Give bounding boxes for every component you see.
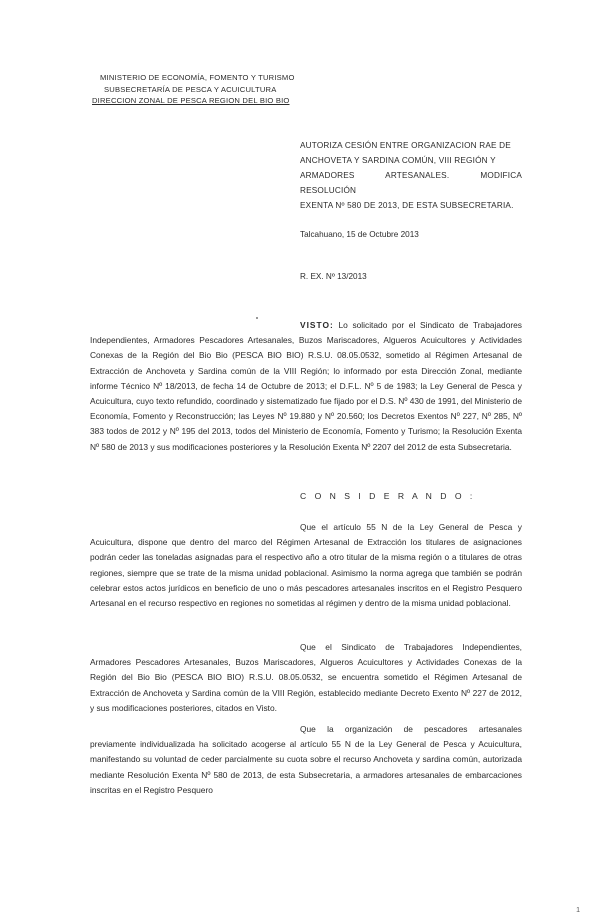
resolution-number: R. EX. Nº 13/2013 bbox=[300, 272, 367, 281]
subject-line: EXENTA Nº 580 DE 2013, DE ESTA SUBSECRETARIA. bbox=[300, 201, 514, 210]
visto-label: VISTO: bbox=[300, 320, 334, 330]
subject-line: ARMADORES ARTESANALES. MODIFICA RESOLUCIÓN bbox=[300, 171, 522, 195]
considerando-paragraph-2: Que el Sindicato de Trabajadores Independientes, Armadores Pescadores Artesanales, Buzos Mariscadores, Algueros Acuicultores y Actividades Conexas de la Región del Bio Bio (PESCA BIO BIO) R.S.U. 08.05.0532, se encuentra sometido el Régimen Artesanal de Extracción de Anchoveta y Sardina común de la VIII Región, establecido mediante Decreto Exento Nº 227 de 2012, y sus modificaciones posteriores, citados en Visto. bbox=[90, 642, 522, 713]
letterhead bbox=[92, 72, 352, 107]
considerando-heading: C O N S I D E R A N D O : bbox=[300, 491, 476, 501]
page-number: 1 bbox=[576, 907, 580, 914]
undersecretariat-name: SUBSECRETARÍA DE PESCA Y ACUICULTURA bbox=[104, 84, 277, 94]
considerando-paragraph-3: Que la organización de pescadores artesanales previamente individualizada ha solicitado acogerse al artículo 55 N de la Ley General de Pesca y Acuicultura, manifestando su voluntad de ceder parcialmente su cuota sobre el recurso Anchoveta y sardina común, autorizada mediante Resolución Exenta Nº 580 de 2013, de esta Subsecretaria, a armadores artesanales de embarcaciones inscritas en el Registro Pesquero bbox=[90, 724, 522, 795]
visto-paragraph bbox=[90, 318, 522, 455]
visto-text: Lo solicitado por el Sindicato de Trabajadores Independientes, Armadores Pescadores Artesanales, Buzos Mariscadores, Algueros Acuicultores y Actividades Conexas de la Región del Bio Bio (PESCA BIO BIO) R.S.U. 08.05.0532, sometido al Régimen Artesanal de Extracción de Anchoveta y Sardina común de la VIII Región; lo informado por esta Dirección Zonal, mediante informe Técnico Nº 18/2013, de fecha 14 de Octubre de 2013; el D.F.L. Nº 5 de 1983; la Ley General de Pesca y Acuicultura, cuyo texto refundido, coordinado y sistematizado fue fijado por el D.S. Nº 430 de 1991, del Ministerio de Economía, Fomento y Reconstrucción; las Leyes Nº 19.880 y Nº 20.560; los Decretos Exentos Nº 227, Nº 285, Nº 383 todos de 2012 y Nº 195 del 2013, todos del Ministerio de Economía, Fomento y Turismo; la Resolución Exenta Nº 580 de 2013 y sus modificaciones posteriores y la Resolución Exenta Nº 2207 del 2012 de esta Subsecretaria. bbox=[90, 320, 522, 452]
resolution-subject bbox=[300, 138, 522, 213]
subject-line: ANCHOVETA Y SARDINA COMÚN, VIII REGIÓN Y bbox=[300, 156, 496, 165]
zonal-directorate-name: DIRECCION ZONAL DE PESCA REGION DEL BIO BIO bbox=[92, 96, 290, 105]
considerando-paragraph-1: Que el artículo 55 N de la Ley General de Pesca y Acuicultura, dispone que dentro del marco del Régimen Artesanal de Extracción los titulares de asignaciones podrán ceder las toneladas asignadas para el respectivo año a otro titular de la misma región o a titulares de otras regiones, siempre que se trate de la misma unidad poblacional. Asimismo la norma agrega que también se podrán celebrar estos actos jurídicos en beneficio de uno o más pescadores artesanales inscritos en el Registro Pesquero Artesanal en el recurso respectivo en regiones no sometidas al régimen y dentro de la misma unidad poblacional. bbox=[90, 522, 522, 609]
ministry-name: MINISTERIO DE ECONOMÍA, FOMENTO Y TURISMO bbox=[100, 73, 295, 82]
place-and-date: Talcahuano, 15 de Octubre 2013 bbox=[300, 230, 419, 239]
subject-line: AUTORIZA CESIÓN ENTRE ORGANIZACION RAE DE bbox=[300, 141, 511, 150]
